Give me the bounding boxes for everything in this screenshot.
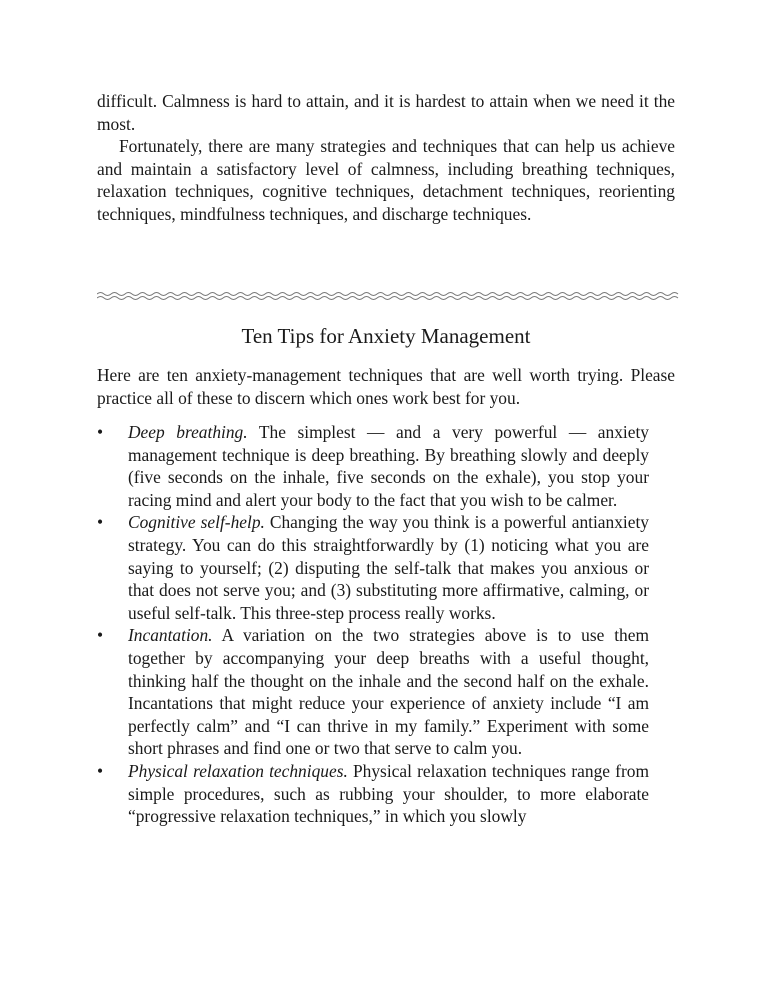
tip-body: Physical relaxation techniques range from simple procedures, such as rubbing your shoulder, to more elaborate “progressive relaxation techniques,” in which you slowly	[128, 760, 649, 827]
tips-list	[97, 421, 649, 828]
list-item	[97, 624, 649, 760]
list-item	[97, 760, 649, 828]
bullet: •	[97, 625, 104, 646]
tip-body: Changing the way you think is a powerful antianxiety strategy. You can do this straightforwardly by (1) noticing what you are saying to yourself; (2) disputing the self-talk that makes you anxious or that does not serve you; and (3) substituting more affirmative, calming, or useful self-talk. This three-step process really works.	[128, 512, 649, 623]
bullet: •	[97, 512, 104, 533]
section-heading: Ten Tips for Anxiety Management	[241, 324, 531, 348]
tip-body: A variation on the two strategies above is to use them together by accompanying your deep breaths with a useful thought, thinking half the thought on the inhale and the second half on the exhale. Incantations that might reduce your experience of anxiety include “I am perfectly calm” and “I can thrive in my family.” Experiment with some short phrases and find one or two that serve to calm you.	[128, 625, 649, 759]
bullet: •	[97, 422, 104, 442]
tip-body: The simplest — and a very powerful — anxiety management technique is deep breathing. By breathing slowly and deeply (five seconds on the inhale, five seconds on the exhale), you stop your racing mind and alert your body to the fact that you wish to be calmer.	[128, 422, 649, 510]
paragraph: Fortunately, there are many strategies and techniques that can help us achieve and maintain a satisfactory level of calmness, including breathing techniques, relaxation techniques, cognitive techniques, detachment techniques, reorienting techniques, mindfulness techniques, and discharge techniques.	[97, 136, 675, 224]
bullet: •	[97, 760, 104, 781]
page-body	[97, 90, 675, 226]
list-item	[97, 511, 649, 624]
wavy-divider	[97, 290, 682, 302]
tip-title: Incantation.	[128, 625, 213, 646]
list-item	[97, 421, 649, 511]
tip-title: Cognitive self-help.	[128, 512, 265, 533]
tip-title: Deep breathing.	[128, 422, 248, 442]
section-intro: Here are ten anxiety-management techniques that are well worth trying. Please practice all of these to discern which ones work best for you.	[97, 365, 675, 408]
tip-title: Physical relaxation techniques.	[128, 760, 348, 781]
paragraph: difficult. Calmness is hard to attain, and it is hardest to attain when we need it the most.	[97, 91, 675, 134]
